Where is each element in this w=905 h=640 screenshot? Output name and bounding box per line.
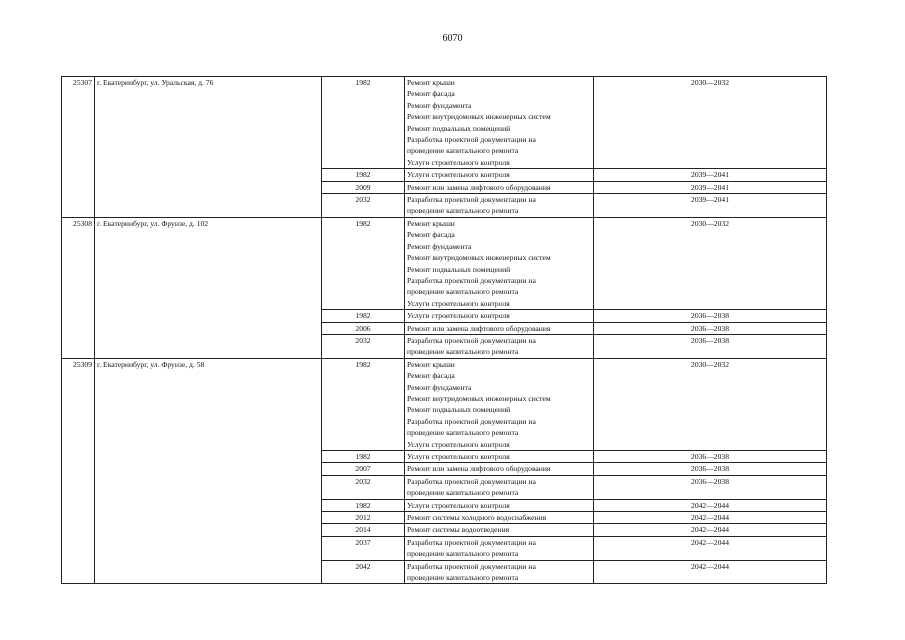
works-cell [405, 524, 594, 536]
work-item: Ремонт крыши [407, 359, 455, 369]
capital-repair-table [61, 76, 827, 584]
year-cell: 2012 [322, 512, 405, 524]
work-item: проведение капитального ремонта [407, 206, 519, 216]
work-item: проведение капитального ремонта [407, 347, 519, 357]
work-item: Услуги строительного контроля [407, 500, 510, 510]
works-cell [405, 512, 594, 524]
year-cell: 1982 [322, 217, 405, 309]
work-item: Ремонт или замена лифтового оборудования [407, 182, 551, 192]
period-cell: 2036—2038 [594, 463, 827, 475]
work-item: Услуги строительного контроля [407, 311, 510, 321]
table-row [62, 77, 827, 169]
works-cell [405, 169, 594, 181]
work-item: проведение капитального ремонта [407, 428, 519, 438]
period-cell: 2042—2044 [594, 536, 827, 560]
work-item: Ремонт фасада [407, 371, 455, 381]
period-cell: 2042—2044 [594, 499, 827, 511]
work-item: Разработка проектной документации на [407, 135, 536, 145]
work-item: Разработка проектной документации на [407, 335, 536, 345]
work-item: Ремонт фундамента [407, 382, 472, 392]
work-item: Разработка проектной документации на [407, 275, 536, 285]
work-item: Ремонт подвальных помещений [407, 123, 511, 133]
period-cell: 2039—2041 [594, 169, 827, 181]
period-cell: 2030—2032 [594, 217, 827, 309]
works-cell [405, 463, 594, 475]
works-cell [405, 194, 594, 218]
period-cell: 2036—2038 [594, 322, 827, 334]
work-item: Услуги строительного контроля [407, 452, 510, 461]
year-cell: 2006 [322, 322, 405, 334]
work-item: Услуги строительного контроля [407, 298, 510, 308]
works-cell [405, 181, 594, 193]
work-item: Ремонт фасада [407, 89, 455, 99]
building-id-cell: 25307 [62, 77, 95, 218]
year-cell: 2014 [322, 524, 405, 536]
work-item: Ремонт системы холодного водоснабжения [407, 513, 547, 523]
period-cell: 2036—2038 [594, 451, 827, 463]
period-cell: 2042—2044 [594, 512, 827, 524]
period-cell: 2042—2044 [594, 560, 827, 584]
work-item: Услуги строительного контроля [407, 170, 510, 180]
period-cell: 2036—2038 [594, 334, 827, 358]
works-cell [405, 499, 594, 511]
work-item: Ремонт внутридомовых инженерных систем [407, 253, 551, 263]
year-cell: 2042 [322, 560, 405, 584]
building-address-cell: г. Екатеринбург, ул. Фрунзе, д. 102 [95, 217, 322, 358]
building-address-cell: г. Екатеринбург, ул. Фрунзе, д. 58 [95, 358, 322, 584]
work-item: Ремонт внутридомовых инженерных систем [407, 112, 551, 122]
work-item: Разработка проектной документации на [407, 561, 536, 571]
page-number: 6070 [442, 33, 463, 44]
year-cell: 2037 [322, 536, 405, 560]
work-item: Ремонт фасада [407, 230, 455, 240]
work-item: Ремонт фундамента [407, 241, 472, 251]
works-cell [405, 217, 594, 309]
work-item: Ремонт подвальных помещений [407, 264, 511, 274]
works-cell [405, 451, 594, 463]
year-cell: 1982 [322, 169, 405, 181]
work-item: Ремонт подвальных помещений [407, 405, 511, 415]
work-item: Ремонт или замена лифтового оборудования [407, 323, 551, 333]
work-item: Ремонт крыши [407, 78, 455, 87]
work-item: Ремонт или замена лифтового оборудования [407, 464, 551, 474]
year-cell: 2032 [322, 194, 405, 218]
period-cell: 2042—2044 [594, 524, 827, 536]
works-cell [405, 77, 594, 169]
work-item: проведение капитального ремонта [407, 573, 519, 583]
year-cell: 2007 [322, 463, 405, 475]
works-cell [405, 334, 594, 358]
year-cell: 2032 [322, 334, 405, 358]
works-cell [405, 310, 594, 322]
table-row [62, 358, 827, 450]
year-cell: 1982 [322, 310, 405, 322]
building-id-cell: 25308 [62, 217, 95, 358]
work-item: Разработка проектной документации на [407, 195, 536, 205]
works-cell [405, 322, 594, 334]
works-cell [405, 560, 594, 584]
period-cell: 2036—2038 [594, 310, 827, 322]
year-cell: 2032 [322, 475, 405, 499]
work-item: Разработка проектной документации на [407, 416, 536, 426]
period-cell: 2030—2032 [594, 77, 827, 169]
work-item: Услуги строительного контроля [407, 439, 510, 449]
year-cell: 2009 [322, 181, 405, 193]
work-item: Услуги строительного контроля [407, 157, 510, 167]
work-item: проведение капитального ремонта [407, 287, 519, 297]
work-item: Разработка проектной документации на [407, 476, 536, 486]
works-cell [405, 475, 594, 499]
year-cell: 1982 [322, 77, 405, 169]
period-cell: 2030—2032 [594, 358, 827, 450]
period-cell: 2039—2041 [594, 181, 827, 193]
year-cell: 1982 [322, 499, 405, 511]
period-cell: 2036—2038 [594, 475, 827, 499]
work-item: проведение капитального ремонта [407, 146, 519, 156]
work-item: Ремонт системы водоотведения [407, 525, 510, 535]
year-cell: 1982 [322, 451, 405, 463]
period-cell: 2039—2041 [594, 194, 827, 218]
works-cell [405, 358, 594, 450]
building-address-cell: г. Екатеринбург, ул. Уральская, д. 76 [95, 77, 322, 218]
work-item: проведение капитального ремонта [407, 549, 519, 559]
work-item: Ремонт внутридомовых инженерных систем [407, 393, 551, 403]
work-item: Ремонт крыши [407, 218, 455, 228]
work-item: Ремонт фундамента [407, 100, 472, 110]
table-row [62, 217, 827, 309]
works-cell [405, 536, 594, 560]
year-cell: 1982 [322, 358, 405, 450]
work-item: Разработка проектной документации на [407, 537, 536, 547]
work-item: проведение капитального ремонта [407, 488, 519, 498]
building-id-cell: 25309 [62, 358, 95, 584]
